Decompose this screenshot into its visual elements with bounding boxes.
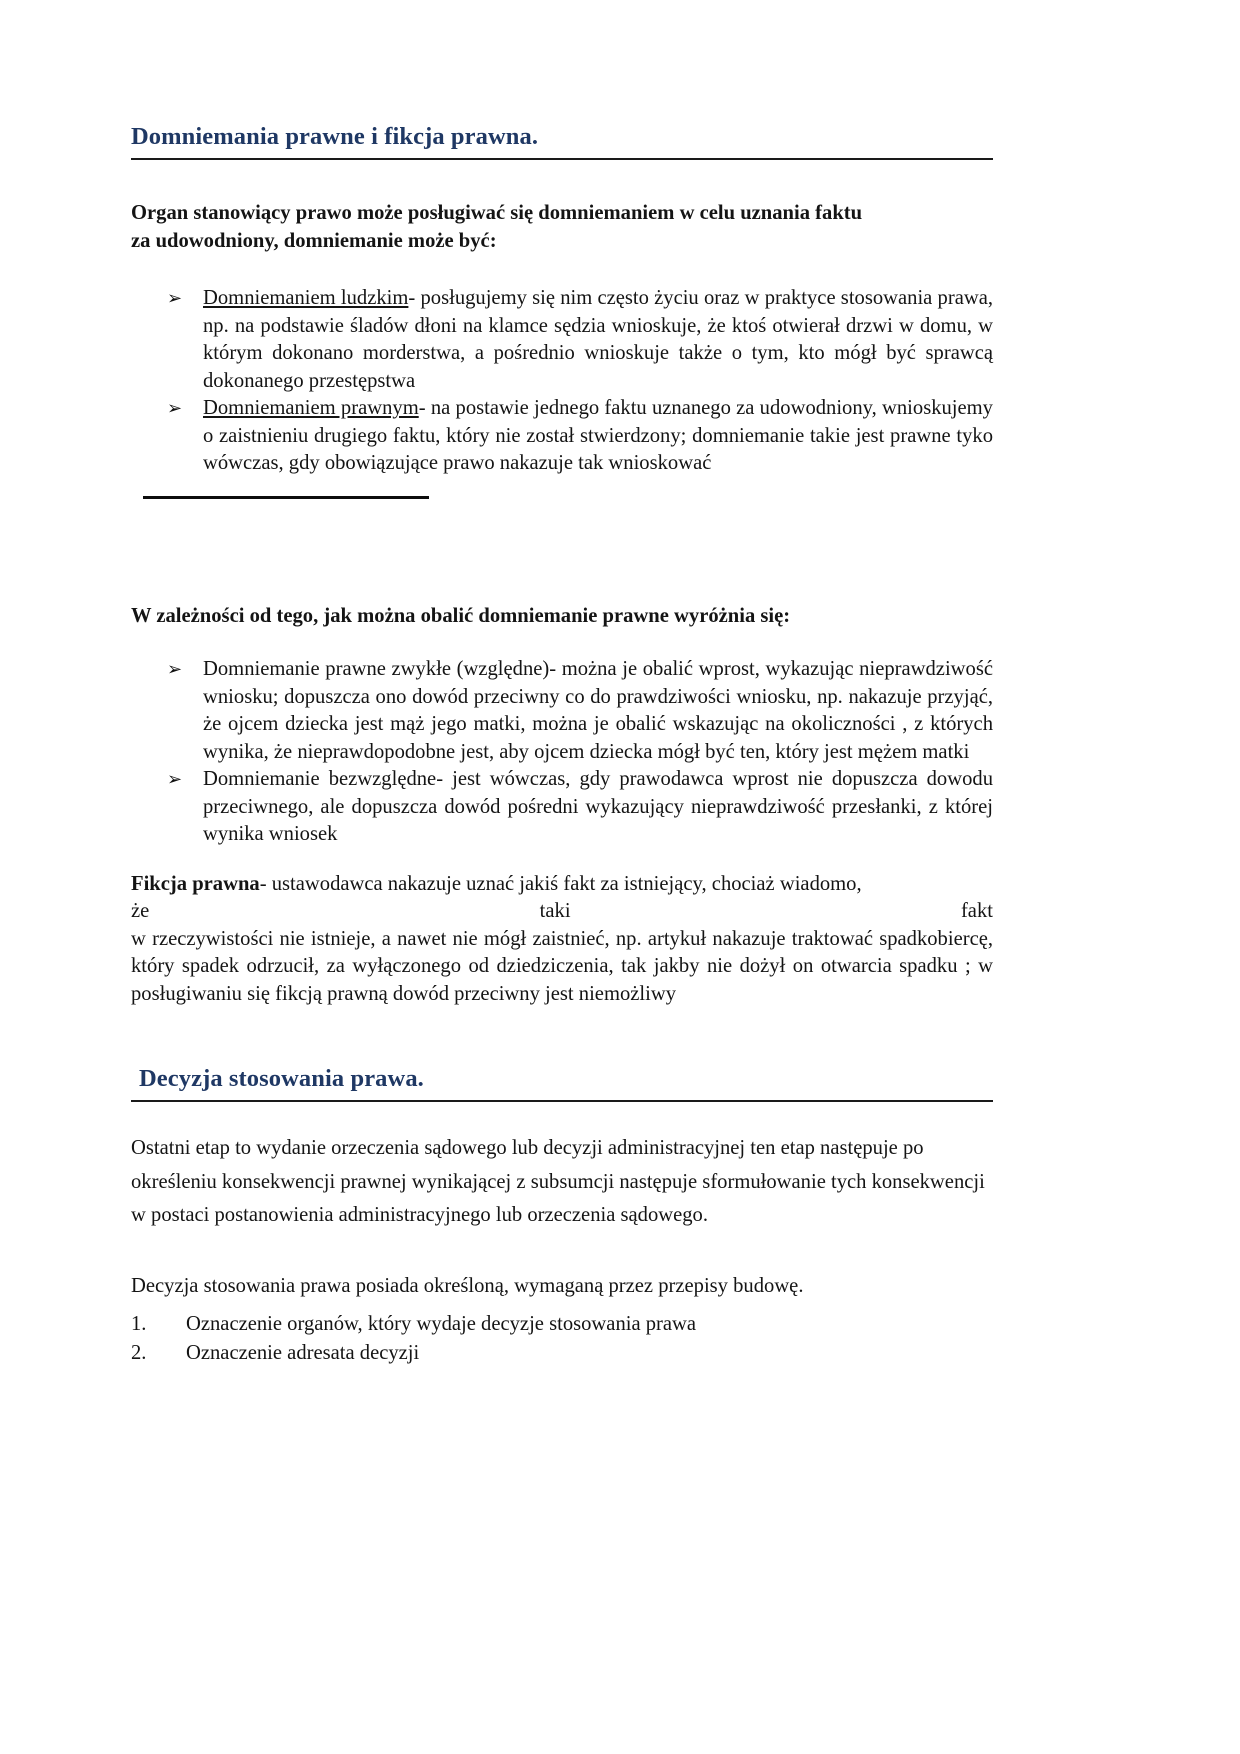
spacer <box>131 1102 993 1132</box>
arrow-bullet-icon: ➢ <box>167 288 183 310</box>
list-item-number: 1. <box>131 1313 147 1335</box>
fikcja-prawna-lead: Fikcja prawna <box>131 872 260 895</box>
decyzja-numbered-list <box>131 1310 993 1368</box>
list-item <box>131 1310 993 1339</box>
decyzja-paragraph-1: Ostatni etap to wydanie orzeczenia sądowego lub decyzji administracyjnej ten etap następuje po określeniu konsekwencji prawnej wynikającej z subsumcji następuje sformułowanie tych konsekwencji w postaci postanowienia administracyjnego lub orzeczenia sądowego. <box>131 1137 985 1227</box>
spacer <box>131 478 993 496</box>
fikcja-prawna-line1-rest: - ustawodawca nakazuje uznać jakiś fakt za istniejący, chociaż wiadomo, <box>259 872 862 895</box>
list-item <box>131 766 993 848</box>
section-title-domniemania: Domniemania prawne i fikcja prawna. <box>131 123 539 150</box>
list-item-text: Domniemanie prawne zwykłe (względne)- można je obalić wprost, wykazując nieprawdziwość wniosku; dopuszcza ono dowód przeciwny co do prawdziwości wniosku, np. nakazuje przyjąć, że ojcem dziecka jest mąż jego matki, można je obalić wskazując na okoliczności , z których wynika, że nieprawdopodobne jest, aby ojcem dziecka mógł być ten, który jest mężem matki <box>203 658 993 763</box>
spacer <box>131 499 993 563</box>
arrow-bullet-icon: ➢ <box>167 659 183 681</box>
list-item-text: Oznaczenie adresata decyzji <box>186 1341 420 1364</box>
spacer <box>131 1233 993 1273</box>
spacer <box>131 563 993 603</box>
fikcja-prawna-first-line <box>131 871 993 898</box>
decyzja-paragraph-2: Decyzja stosowania prawa posiada określoną, wymaganą przez przepisy budowę. <box>131 1274 804 1297</box>
domniemanie-kinds-list <box>131 656 993 848</box>
list-item-lead: Domniemaniem ludzkim <box>203 287 409 310</box>
list-item <box>131 1339 993 1368</box>
list-item-text: - posługujemy się nim często życiu oraz w praktyce stosowania prawa, np. na podstawie śladów dłoni na klamce sędzia wnioskuje, że ktoś otwierał drzwi w domu, w którym dokonano morderstwa, a pośrednio wnioskuje także o tym, kto mógł być sprawcą dokonanego przestępstwa <box>203 287 993 392</box>
list-item <box>131 395 993 477</box>
spacer <box>131 255 993 285</box>
arrow-bullet-icon: ➢ <box>167 769 183 791</box>
fikcja-prawna-spread-line <box>131 898 993 925</box>
list-item <box>131 285 993 395</box>
spacer <box>131 849 993 871</box>
list-item-text: Domniemanie bezwzględne- jest wówczas, gdy prawodawca wprost nie dopuszcza dowodu przeciwnego, ale dopuszcza dowód pośredni wykazujący nieprawdziwość przesłanki, z której wynika wniosek <box>203 768 993 846</box>
intro-paragraph-line-1: Organ stanowiący prawo może posługiwać się domniemaniem w celu uznania faktu <box>131 202 863 225</box>
spread-word-right: fakt <box>960 900 993 923</box>
section-heading-obalenie: W zależności od tego, jak można obalić domniemanie prawne wyróżnia się: <box>131 604 791 627</box>
fikcja-prawna-body: w rzeczywistości nie istnieje, a nawet nie mógł zaistnieć, np. artykuł nakazuje traktować spadkobiercę, który spadek odrzucił, za wyłączonego od dziedziczenia, tak jakby nie dożył on otwarcia spadku ; w posługiwaniu się fikcją prawną dowód przeciwny jest niemożliwy <box>131 927 993 1005</box>
list-item-text: - na postawie jednego faktu uznanego za udowodniony, wnioskujemy o zaistnieniu drugiego faktu, który nie został stwierdzony; domniemanie takie jest prawne tyko wówczas, gdy obowiązujące prawo nakazuje tak wnioskować <box>203 397 993 475</box>
spread-word-left: że <box>131 900 150 923</box>
spacer <box>131 1008 993 1064</box>
spread-word-center: taki <box>539 900 571 923</box>
list-item-lead: Domniemaniem prawnym <box>203 397 419 420</box>
section-title-decyzja: Decyzja stosowania prawa. <box>139 1065 424 1093</box>
spacer <box>131 1300 993 1310</box>
list-item <box>131 656 993 766</box>
list-item-number: 2. <box>131 1341 147 1364</box>
spacer <box>131 160 993 200</box>
list-item-text: Oznaczenie organów, który wydaje decyzje stosowania prawa <box>186 1313 697 1335</box>
domniemanie-types-list <box>131 285 993 477</box>
intro-paragraph-line-2: za udowodniony, domniemanie może być: <box>131 229 497 252</box>
arrow-bullet-icon: ➢ <box>167 398 183 420</box>
document-content <box>131 122 993 1368</box>
spacer <box>131 630 993 656</box>
